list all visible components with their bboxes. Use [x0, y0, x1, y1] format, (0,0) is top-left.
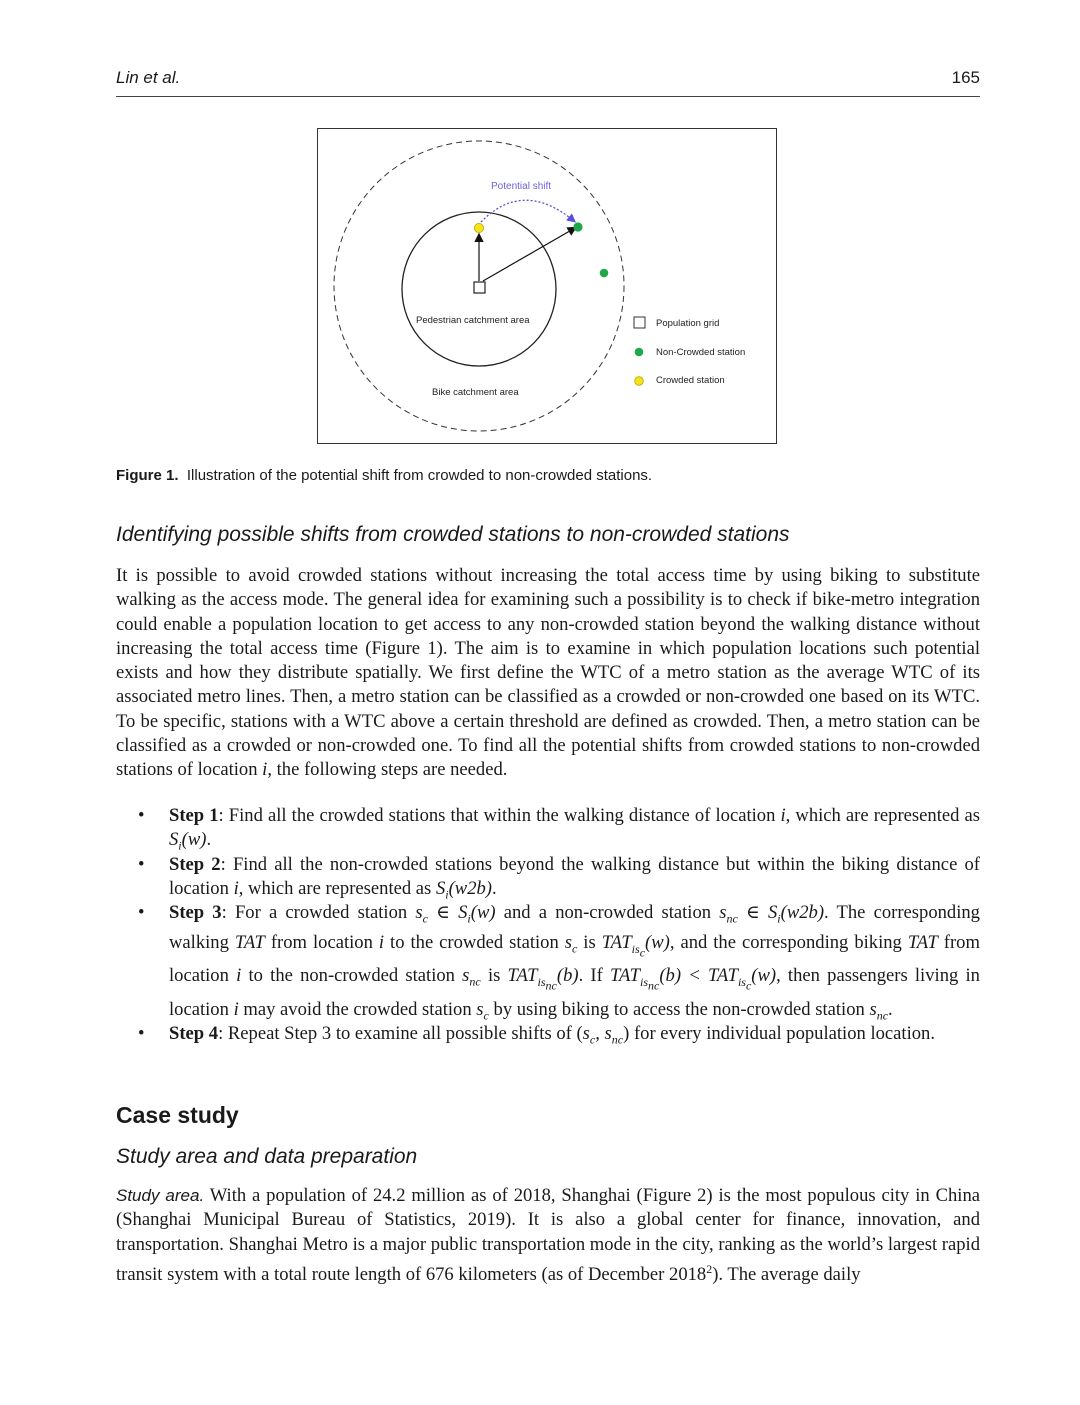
step-text: Step 1: Find all the crowded stations that within the walking distance of location i, which are represented as $S_i(w)$. [169, 805, 980, 854]
figure-1 [317, 128, 777, 444]
figure-legend [634, 317, 745, 386]
step-fragment: : For a crowded station [221, 902, 408, 923]
step-fragment: , then passengers living in location [169, 965, 980, 1020]
bike-area-label: Bike catchment area [432, 387, 519, 398]
step-fragment: : Find all the non-crowded stations beyond the walking distance but within the biking distance of location [169, 854, 980, 900]
paragraph-text: ). The average daily [712, 1264, 861, 1286]
paragraph-text: , the following steps are needed. [267, 759, 508, 781]
step-fragment: . The corresponding walking [169, 902, 980, 954]
paragraph-text: It is possible to avoid crowded stations without increasing the total access time by using biking to substitute walking as the access mode. The general idea for examining such a possibility is to check if bike-metro integration could enable a population location to get access to any non-crowded station beyond the walking distance without increasing the total access time (Figure 1). The aim is to examine in which population locations such potential exists and how they distribute spatially. We first define the WTC of a metro station as the average WTC of its associated metro lines. Then, a metro station can be classified as a crowded or non-crowded one based on its WTC. To be specific, stations with a WTC above a certain threshold are defined as crowded. Then, a metro station can be classified as a crowded or non-crowded one. To find all the potential shifts from crowded stations to non-crowded stations of location [116, 565, 980, 781]
bullet-icon: • [138, 854, 145, 875]
step-fragment: , which are represented as [785, 805, 980, 826]
bullet-icon: • [138, 805, 145, 826]
step-label: Step 2 [169, 854, 221, 875]
potential-shift-label: Potential shift [491, 181, 552, 192]
runin-heading: Study area. [116, 1186, 205, 1205]
step-text: Step 4: Repeat Step 3 to examine all possible shifts of ($s_c$, $s_{nc}$) for every individual population location. [169, 1023, 935, 1047]
step-label: Step 3 [169, 902, 222, 923]
bullet-icon: • [138, 1023, 145, 1044]
non-crowded-station-dot [573, 222, 582, 231]
potential-shift-arc [481, 200, 574, 222]
footnote-mark: 2 [706, 1261, 713, 1276]
figure-caption [116, 467, 980, 484]
step-fragment: by using biking to access the non-crowded station [493, 998, 865, 1020]
step-fragment: : Find all the crowded stations that within the walking distance of location [218, 805, 776, 826]
step-fragment: may avoid the crowded station [243, 998, 472, 1020]
step-label: Step 1 [169, 805, 219, 826]
step-fragment: and a non-crowded station [503, 902, 712, 923]
bike-arrow [483, 228, 575, 281]
step-fragment: to the crowded station [390, 932, 559, 954]
body-paragraph [116, 1184, 980, 1287]
bullet-icon: • [138, 902, 145, 923]
paragraph-text: With a population of 24.2 million as of 2018, Shanghai (Figure 2) is the most populous city in China (Shanghai Municipal Bureau of Statistics, 2019). It is also a global center for finance, innovation, and transportation. Shanghai Metro is a major public transportation mode in the city, ranking as the world’s largest rapid transit system with a total route length of 676 kilometers (as of December 2018 [116, 1185, 980, 1286]
legend-label: Crowded station [656, 375, 725, 386]
figure-caption-label: Figure 1. [116, 467, 179, 484]
step-label: Step 4 [169, 1023, 219, 1044]
population-grid-square [474, 282, 485, 293]
step-fragment: is [583, 932, 596, 954]
page-number: 165 [951, 68, 980, 87]
non-crowded-station-dot [600, 269, 609, 278]
legend-label: Population grid [656, 318, 720, 329]
step-fragment: : Repeat Step 3 to examine all possible shifts of ( [218, 1023, 583, 1044]
figure-diagram [318, 129, 776, 443]
running-head: Lin et al. [116, 68, 181, 87]
step-fragment: , and the corresponding biking [669, 932, 902, 954]
step-fragment: to the non-crowded station [248, 965, 455, 987]
step-text: Step 2: Find all the non-crowded stations beyond the walking distance but within the biking distance of location i, which are represented as $S_i(w2b)$. [169, 854, 980, 903]
page-header [116, 66, 980, 97]
section-heading: Identifying possible shifts from crowded stations to non-crowded stations [116, 523, 790, 546]
section-title: Case study [116, 1102, 239, 1128]
math-var: i [262, 759, 268, 781]
step-fragment: . If [578, 965, 603, 987]
legend-green-dot-icon [635, 348, 644, 357]
pedestrian-area-label: Pedestrian catchment area [416, 315, 530, 326]
step-fragment: from location [270, 932, 373, 954]
crowded-station-dot [474, 223, 483, 232]
figure-caption-text: Illustration of the potential shift from crowded to non-crowded stations. [186, 467, 653, 484]
step-fragment: is [487, 965, 501, 987]
legend-yellow-dot-icon [635, 377, 644, 386]
body-paragraph [116, 564, 980, 783]
step-fragment: from location [169, 932, 980, 987]
subsection-heading: Study area and data preparation [116, 1145, 418, 1168]
legend-label: Non-Crowded station [656, 347, 746, 358]
step-fragment: , which are represented as [238, 878, 432, 900]
step-text: Step 3: For a crowded station $s_c$ ∈ $S_i(w)$ and a non-crowded station $s_{nc}$ ∈ $S_i(w2b)$. The corresponding walking TAT from location i to the crowded station $s_c$ is $TAT_{is_c}(w)$, and the corresponding biking TAT from location i to the non-crowded station $s_{nc}$ is $TAT_{is_{nc}}(b)$. If $TAT_{is_{nc}}(b) < TAT_{is_c}(w)$, then passengers living in location i may avoid the crowded station $s_c$ by using biking to access the non-crowded station $s_{nc}$. [169, 902, 980, 1023]
step-fragment: ) for every individual population location. [623, 1023, 935, 1044]
legend-square-icon [634, 317, 645, 328]
